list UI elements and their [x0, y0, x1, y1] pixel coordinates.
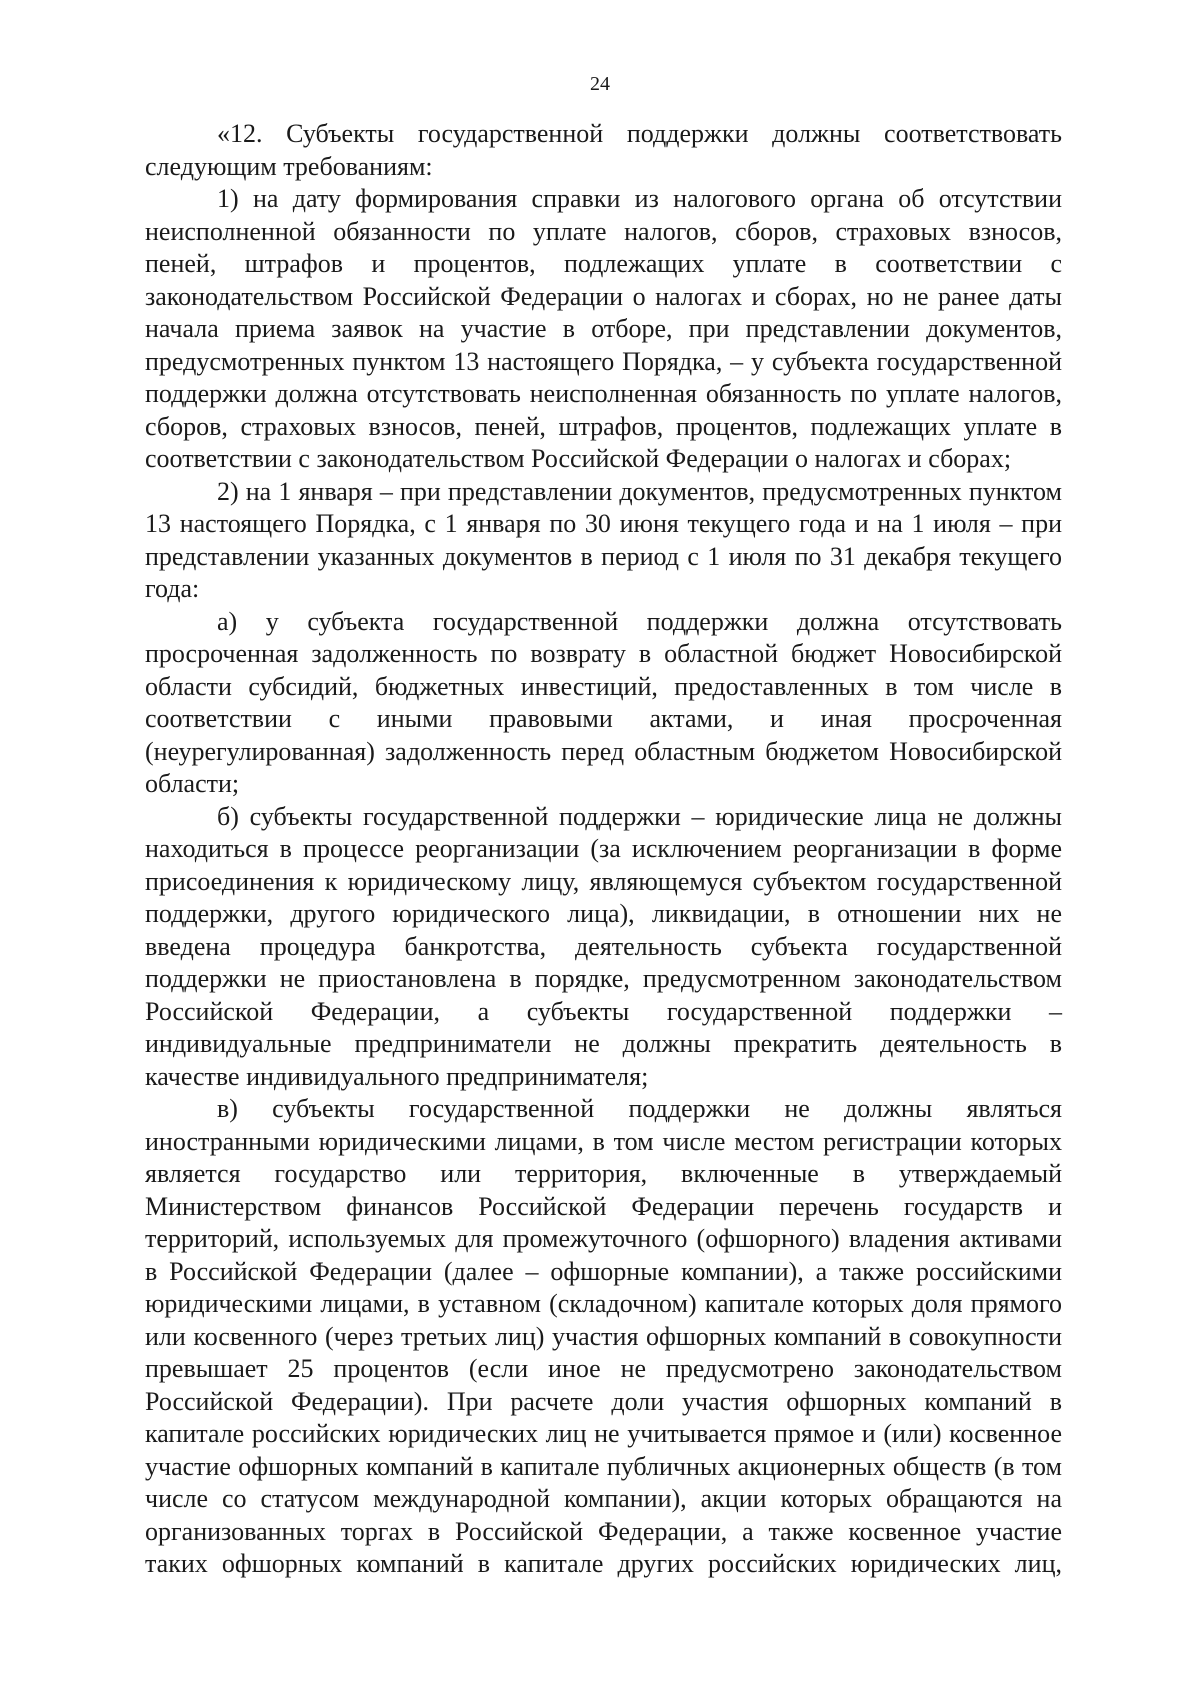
paragraph-12-intro: «12. Субъекты государственной поддержки должны соответствовать следующим требованиям: — [145, 119, 1062, 181]
page-number: 24 — [590, 73, 610, 95]
paragraph-subitem-b: б) субъекты государственной поддержки – юридические лица не должны находиться в процессе реорганизации (за исключением реорганизации в форме присоединения к юридическому лицу, являющемуся субъектом государственной поддержки, другого юридического лица), ликвидации, в отношении них не введена процедура банкротства, деятельность субъекта государственной поддержки не приостановлена в порядке, предусмотренном законодательством Российской Федерации, а субъекты государственной поддержки – индивидуальные предприниматели не должны прекратить деятельность в качестве индивидуального предпринимателя; — [145, 801, 1062, 1091]
paragraph-item-2: 2) на 1 января – при представлении документов, предусмотренных пунктом 13 настоящего Порядка, с 1 января по 30 июня текущего года и на 1 июля – при представлении указанных документов в период с 1 июля по 31 декабря текущего года: — [145, 476, 1062, 603]
paragraph-subitem-v: в) субъекты государственной поддержки не должны являться иностранными юридическими лицами, в том числе местом регистрации которых является государство или территория, включенные в утверждаемый Министерством финансов Российской Федерации перечень государств и территорий, используемых для промежуточного (офшорного) владения активами в Российской Федерации (далее – офшорные компании), а также российскими юридическими лицами, в уставном (складочном) капитале которых доля прямого или косвенного (через третьих лиц) участия офшорных компаний в совокупности превышает 25 процентов (если иное не предусмотрено законодательством Российской Федерации). При расчете доли участия офшорных компаний в капитале российских юридических лиц не учитывается прямое и (или) косвенное участие офшорных компаний в капитале публичных акционерных обществ (в том числе со статусом международной компании), акции которых обращаются на организованных торгах в Российской Федерации, а также косвенное участие таких офшорных компаний в капитале других российских юридических лиц, — [145, 1094, 1062, 1578]
document-body — [145, 118, 1062, 1581]
paragraph-subitem-a: а) у субъекта государственной поддержки должна отсутствовать просроченная задолженность по возврату в областной бюджет Новосибирской области субсидий, бюджетных инвестиций, предоставленных в том числе в соответствии с иными правовыми актами, и иная просроченная (неурегулированная) задолженность перед областным бюджетом Новосибирской области; — [145, 606, 1062, 798]
paragraph-item-1: 1) на дату формирования справки из налогового органа об отсутствии неисполненной обязанности по уплате налогов, сборов, страховых взносов, пеней, штрафов и процентов, подлежащих уплате в соответствии с законодательством Российской Федерации о налогах и сборах, но не ранее даты начала приема заявок на участие в отборе, при представлении документов, предусмотренных пунктом 13 настоящего Порядка, – у субъекта государственной поддержки должна отсутствовать неисполненная обязанность по уплате налогов, сборов, страховых взносов, пеней, штрафов, процентов, подлежащих уплате в соответствии с законодательством Российской Федерации о налогах и сборах; — [145, 184, 1062, 473]
